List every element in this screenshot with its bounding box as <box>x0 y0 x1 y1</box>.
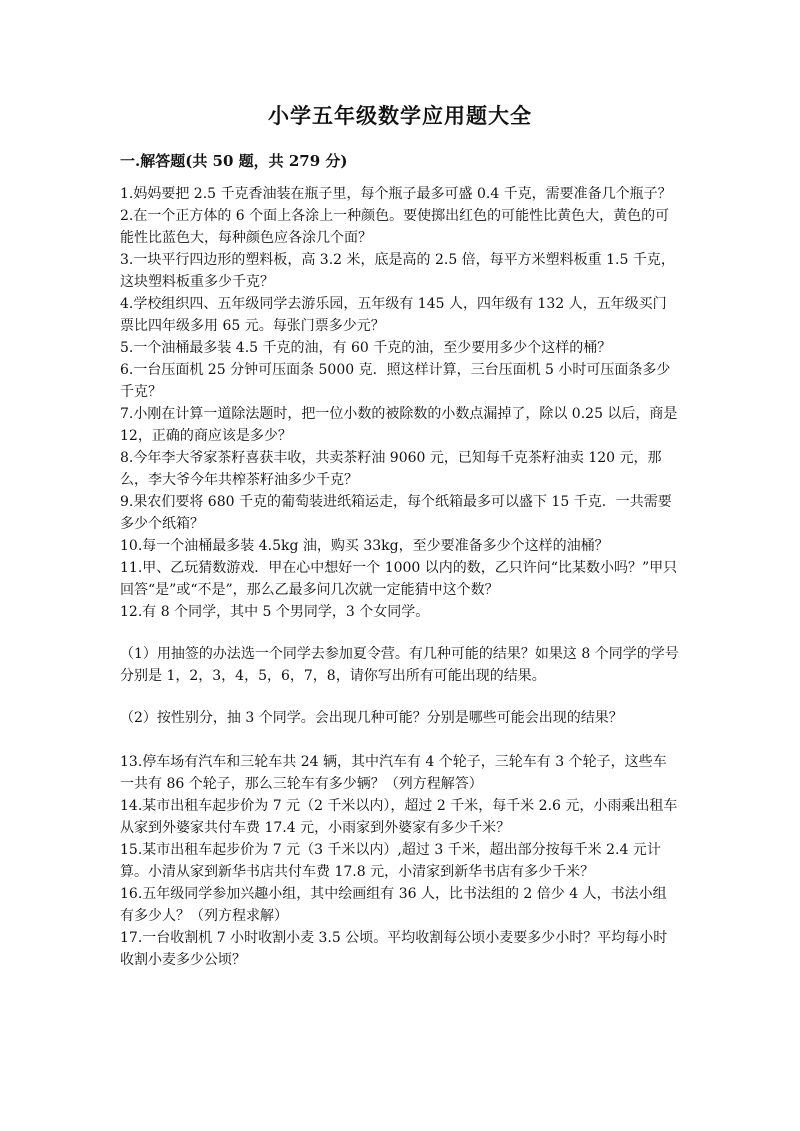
question-2: 2.在一个正方体的 6 个面上各涂上一种颜色。要使掷出红色的可能性比黄色大，黄色的可能性比蓝色大，每种颜色应各涂几个面？ <box>120 208 670 246</box>
question-9: 9.果农们要将 680 千克的葡萄装进纸箱运走，每个纸箱最多可以盛下 15 千克．一共需要多少个纸箱？ <box>120 494 672 532</box>
question-13: 13.停车场有汽车和三轮车共 24 辆，其中汽车有 4 个轮子，三轮车有 3 个轮子，这些车一共有 86 个轮子，那么三轮车有多少辆？（列方程解答） <box>120 754 667 792</box>
question-11: 11.甲、乙玩猜数游戏．甲在心中想好一个 1000 以内的数，乙只许问“比某数小吗？”甲只回答“是”或“不是”，那么乙最多问几次就一定能猜中这个数？ <box>120 560 678 598</box>
question-1: 1.妈妈要把 2.5 千克香油装在瓶子里，每个瓶子最多可盛 0.4 千克，需要准备几个瓶子？ <box>120 186 672 202</box>
question-16: 16.五年级同学参加兴趣小组，其中绘画组有 36 人，比书法组的 2 倍少 4 人，书法小组有多少人？（列方程求解） <box>120 886 667 924</box>
question-8: 8.今年李大爷家茶籽喜获丰收，共卖茶籽油 9060 元，已知每千克茶籽油卖 120 元，那么，李大爷今年共榨茶籽油多少千克？ <box>120 450 662 488</box>
sub-question-1: （1）用抽签的办法选一个同学去参加夏令营。有几种可能的结果？如果这 8 个同学的学号分别是 1，2，3，4，5，6，7，8，请你写出所有可能出现的结果。 <box>120 646 679 684</box>
question-14: 14.某市出租车起步价为 7 元（2 千米以内），超过 2 千米，每千米 2.6 元，小雨乘出租车从家到外婆家共付车费 17.4 元，小雨家到外婆家有多少千米？ <box>120 798 678 836</box>
question-17: 17.一台收割机 7 小时收割小麦 3.5 公顷。平均收割每公顷小麦要多少小时？平均每小时收割小麦多少公顷？ <box>120 930 668 968</box>
question-12: 12.有 8 个同学，其中 5 个男同学，3 个女同学。 <box>120 604 430 620</box>
question-3: 3.一块平行四边形的塑料板，高 3.2 米，底是高的 2.5 倍，每平方米塑料板重 1.5 千克，这块塑料板重多少千克？ <box>120 252 675 290</box>
question-list <box>120 183 680 971</box>
question-6: 6.一台压面机 25 分钟可压面条 5000 克．照这样计算，三台压面机 5 小时可压面条多少千克？ <box>120 362 671 400</box>
question-5: 5.一个油桶最多装 4.5 千克的油，有 60 千克的油，至少要用多少个这样的桶？ <box>120 340 612 356</box>
question-4: 4.学校组织四、五年级同学去游乐园，五年级有 145 人，四年级有 132 人，五年级买门票比四年级多用 65 元。每张门票多少元？ <box>120 296 667 334</box>
sub-question-2: （2）按性别分，抽 3 个同学。会出现几种可能？分别是哪些可能会出现的结果？ <box>120 710 623 726</box>
section-heading: 一.解答题(共 50 题，共 279 分) <box>120 152 348 170</box>
question-7: 7.小刚在计算一道除法题时，把一位小数的被除数的小数点漏掉了，除以 0.25 以后，商是 12，正确的商应该是多少？ <box>120 406 678 444</box>
document-title: 小学五年级数学应用题大全 <box>268 103 532 128</box>
question-15: 15.某市出租车起步价为 7 元（3 千米以内）,超过 3 千米，超出部分按每千米 2.4 元计算。小清从家到新华书店共付车费 17.8 元，小清家到新华书店有多少千米？ <box>120 842 661 880</box>
question-10: 10.每一个油桶最多装 4.5kg 油，购买 33kg，至少要准备多少个这样的油桶？ <box>120 538 609 554</box>
